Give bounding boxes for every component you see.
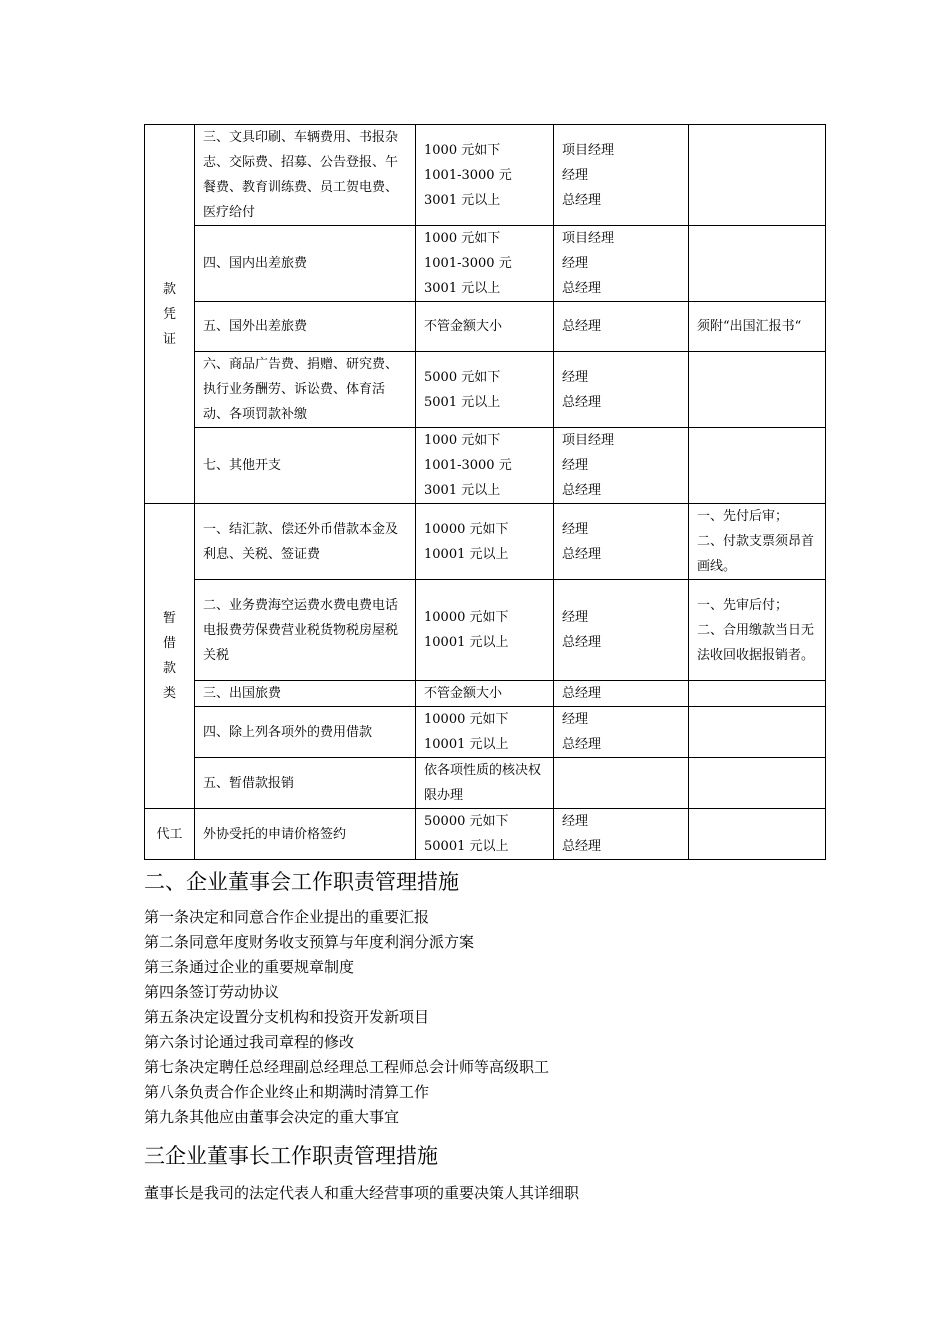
note-cell-line: 二、付款支票须昂首画线。 — [697, 534, 815, 574]
table-row — [145, 302, 826, 352]
item-cell: 二、业务费海空运费水费电费电话电报费劳保费营业税货物税房屋税关税 — [195, 580, 416, 681]
table-row — [145, 226, 826, 302]
item-cell: 六、商品广告费、捐赠、研究费、执行业务酬劳、诉讼费、体育活动、各项罚款补缴 — [195, 352, 416, 428]
note-cell — [689, 758, 826, 809]
amount-cell-line: 5000 元如下 — [424, 369, 501, 385]
list-item: 第一条决定和同意合作企业提出的重要汇报 — [144, 908, 430, 926]
amount-cell-line: 1000 元如下 — [424, 142, 501, 158]
table-row — [145, 504, 826, 580]
amount-cell-line: 1001-3000 元 — [424, 167, 512, 183]
approver-cell — [554, 681, 689, 707]
note-cell — [689, 125, 826, 226]
approver-cell-line: 总经理 — [562, 281, 602, 296]
approver-cell — [554, 226, 689, 302]
list-item: 第三条通过企业的重要规章制度 — [144, 958, 355, 976]
approver-cell-line: 经理 — [562, 814, 589, 829]
category-label: 代工 — [156, 826, 183, 842]
note-cell-line: 须附“出国汇报书“ — [697, 319, 802, 334]
table-row — [145, 352, 826, 428]
approver-cell-line: 项目经理 — [562, 231, 615, 246]
approver-cell-line: 经理 — [562, 458, 589, 473]
note-cell — [689, 809, 826, 860]
approver-cell-line: 经理 — [562, 369, 589, 385]
item-cell: 三、出国旅费 — [195, 681, 416, 707]
amount-cell — [416, 504, 554, 580]
amount-cell-line: 10001 元以上 — [424, 546, 509, 562]
amount-cell-line: 3001 元以上 — [424, 192, 501, 208]
category-label: 暂借款类 — [162, 611, 176, 701]
approver-cell-line: 经理 — [562, 521, 589, 537]
approver-cell-line: 总经理 — [562, 319, 602, 334]
list-item: 董事长是我司的法定代表人和重大经营事项的重要决策人其详细职 — [144, 1184, 580, 1202]
list-item: 第七条决定聘任总经理副总经理总工程师总会计师等高级职工 — [144, 1058, 550, 1076]
table-row — [145, 125, 826, 226]
approver-cell — [554, 352, 689, 428]
approver-cell-line: 经理 — [562, 167, 589, 183]
approver-cell — [554, 758, 689, 809]
approver-cell-line: 经理 — [562, 712, 589, 727]
note-cell-line: 二、合用缴款当日无法收回收据报销者。 — [697, 622, 815, 663]
list-item: 第八条负责合作企业终止和期满时清算工作 — [144, 1083, 430, 1101]
approver-cell-line: 总经理 — [562, 546, 602, 562]
amount-cell — [416, 681, 554, 707]
approver-cell — [554, 302, 689, 352]
amount-cell-line: 10000 元如下 — [424, 712, 509, 727]
item-cell: 五、国外出差旅费 — [195, 302, 416, 352]
item-cell: 外协受托的申请价格签约 — [195, 809, 416, 860]
amount-cell — [416, 580, 554, 681]
table-row — [145, 758, 826, 809]
approver-cell — [554, 580, 689, 681]
approver-cell-line: 总经理 — [562, 483, 602, 498]
approver-cell-line: 经理 — [562, 610, 589, 625]
table-row — [145, 428, 826, 504]
authorization-table-container — [144, 124, 825, 860]
item-cell: 一、结汇款、偿还外币借款本金及利息、关税、签证费 — [195, 504, 416, 580]
amount-cell-line: 1000 元如下 — [424, 231, 501, 246]
approver-cell — [554, 809, 689, 860]
table-row — [145, 580, 826, 681]
amount-cell-line: 10001 元以上 — [424, 635, 509, 650]
amount-cell-line: 5001 元以上 — [424, 394, 501, 410]
approver-cell — [554, 504, 689, 580]
amount-cell-line: 不管金额大小 — [424, 319, 503, 334]
note-cell — [689, 580, 826, 681]
amount-cell-line: 1001-3000 元 — [424, 256, 512, 271]
note-cell — [689, 428, 826, 504]
approver-cell — [554, 125, 689, 226]
approver-cell-line: 总经理 — [562, 686, 602, 701]
list-item: 第二条同意年度财务收支预算与年度利润分派方案 — [144, 933, 475, 951]
approver-cell-line: 总经理 — [562, 394, 602, 410]
category-label: 款凭证 — [162, 281, 176, 347]
approver-cell — [554, 428, 689, 504]
amount-cell-line: 3001 元以上 — [424, 281, 501, 296]
note-cell — [689, 302, 826, 352]
list-item: 第五条决定设置分支机构和投资开发新项目 — [144, 1008, 430, 1026]
approver-cell-line: 总经理 — [562, 635, 602, 650]
amount-cell-line: 不管金额大小 — [424, 686, 503, 701]
category-cell — [145, 504, 195, 809]
list-item: 第六条讨论通过我司章程的修改 — [144, 1033, 355, 1051]
section-2-heading: 二、企业董事会工作职责管理措施 — [144, 870, 459, 894]
approver-cell-line: 总经理 — [562, 839, 602, 854]
item-cell: 七、其他开支 — [195, 428, 416, 504]
amount-cell — [416, 226, 554, 302]
amount-cell — [416, 809, 554, 860]
item-cell: 五、暂借款报销 — [195, 758, 416, 809]
amount-cell-line: 10000 元如下 — [424, 521, 509, 537]
note-cell — [689, 707, 826, 758]
amount-cell — [416, 125, 554, 226]
approver-cell-line: 总经理 — [562, 737, 602, 752]
list-item: 第四条签订劳动协议 — [144, 983, 280, 1001]
approver-cell-line: 项目经理 — [562, 142, 615, 158]
amount-cell — [416, 428, 554, 504]
approver-cell-line: 总经理 — [562, 192, 602, 208]
note-cell — [689, 352, 826, 428]
amount-cell-line: 1001-3000 元 — [424, 458, 512, 473]
approver-cell-line: 经理 — [562, 256, 589, 271]
amount-cell-line: 10001 元以上 — [424, 737, 509, 752]
note-cell — [689, 504, 826, 580]
amount-cell-line: 50000 元如下 — [424, 814, 509, 829]
item-cell: 四、除上列各项外的费用借款 — [195, 707, 416, 758]
note-cell — [689, 681, 826, 707]
item-cell: 四、国内出差旅费 — [195, 226, 416, 302]
approver-cell-line: 项目经理 — [562, 433, 615, 448]
table-row — [145, 681, 826, 707]
note-cell-line: 一、先付后审； — [697, 509, 789, 524]
approver-cell — [554, 707, 689, 758]
amount-cell-line: 依各项性质的核决权限办理 — [424, 763, 542, 803]
amount-cell — [416, 758, 554, 809]
amount-cell-line: 1000 元如下 — [424, 433, 501, 448]
amount-cell — [416, 302, 554, 352]
category-cell — [145, 809, 195, 860]
authorization-table — [144, 124, 826, 860]
amount-cell — [416, 352, 554, 428]
section-3-heading: 三企业董事长工作职责管理措施 — [144, 1144, 438, 1168]
table-row — [145, 809, 826, 860]
item-cell: 三、文具印刷、车辆费用、书报杂志、交际费、招募、公告登报、午餐费、教育训练费、员工贺电费、医疗给付 — [195, 125, 416, 226]
amount-cell-line: 3001 元以上 — [424, 483, 501, 498]
note-cell — [689, 226, 826, 302]
category-cell — [145, 125, 195, 504]
amount-cell-line: 10000 元如下 — [424, 610, 509, 625]
amount-cell — [416, 707, 554, 758]
note-cell-line: 一、先审后付； — [697, 597, 789, 613]
amount-cell-line: 50001 元以上 — [424, 839, 509, 854]
list-item: 第九条其他应由董事会决定的重大事宜 — [144, 1108, 400, 1126]
table-row — [145, 707, 826, 758]
